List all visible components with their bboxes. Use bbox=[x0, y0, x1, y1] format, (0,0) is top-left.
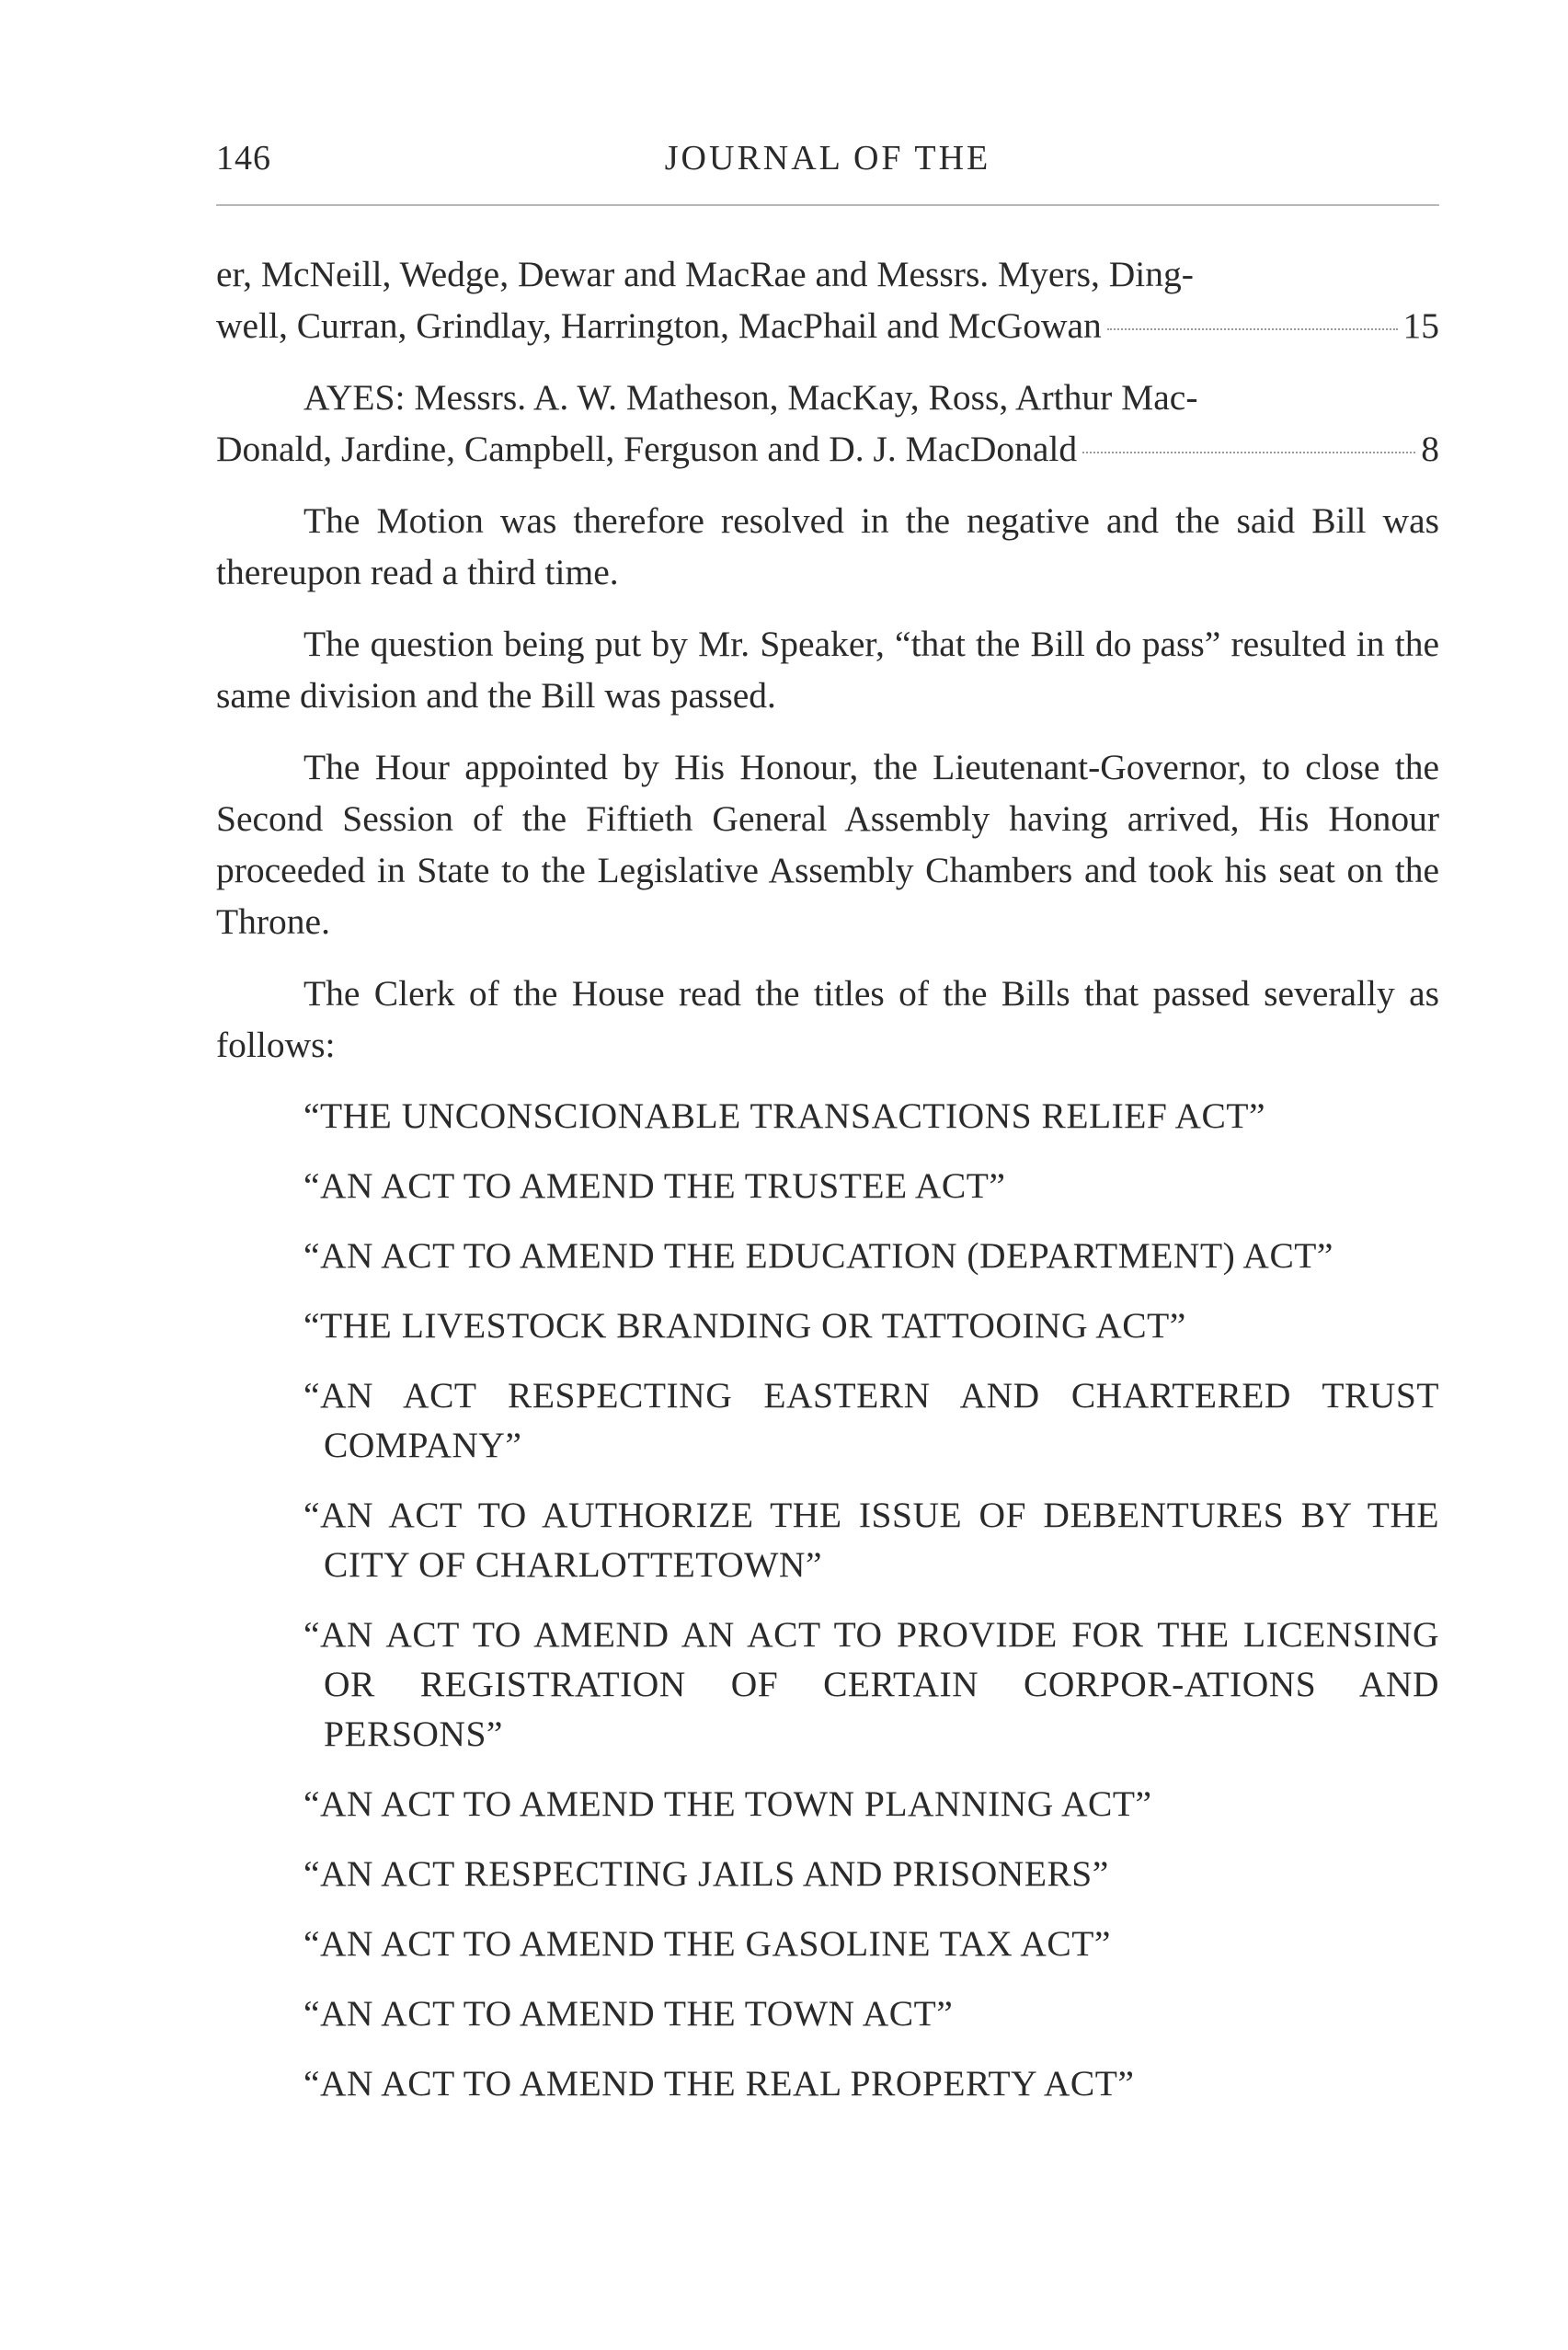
paragraph-bill-passed: The question being put by Mr. Speaker, “that the Bill do pass” resulted in the same division and the Bill was passed. bbox=[216, 624, 1439, 716]
journal-body bbox=[216, 248, 1439, 2128]
bill-title: “AN ACT TO AMEND THE TOWN PLANNING ACT” bbox=[303, 1783, 1152, 1824]
header-rule bbox=[216, 204, 1439, 206]
paragraph-lieutenant-governor: The Hour appointed by His Honour, the Lieutenant-Governor, to close the Second Session of the Fiftieth General Assembly having arrived, His Honour proceeded in State to the Legislative Assembly Chambers and took his seat on the Throne. bbox=[216, 747, 1439, 942]
ayes-count: 8 bbox=[1421, 429, 1439, 469]
ayes-names: Donald, Jardine, Campbell, Ferguson and D. J. MacDonald bbox=[216, 429, 1078, 469]
bill-title: “THE LIVESTOCK BRANDING OR TATTOOING ACT” bbox=[303, 1305, 1186, 1346]
running-title: JOURNAL OF THE bbox=[664, 139, 991, 178]
nays-line-2 bbox=[216, 300, 1439, 351]
bill-title: “AN ACT TO AMEND THE REAL PROPERTY ACT” bbox=[303, 2063, 1135, 2104]
bill-title: “AN ACT RESPECTING JAILS AND PRISONERS” bbox=[303, 1853, 1109, 1894]
ayes-vote bbox=[216, 372, 1439, 475]
page-header bbox=[216, 138, 1439, 193]
bill-title: “AN ACT TO AMEND AN ACT TO PROVIDE FOR THE LICENSING OR REGISTRATION OF CERTAIN CORPOR-ATIONS AND PERSONS” bbox=[303, 1614, 1439, 1754]
paragraph-motion-result: The Motion was therefore resolved in the negative and the said Bill was thereupon read a third time. bbox=[216, 500, 1439, 592]
nays-vote-continued bbox=[216, 248, 1439, 351]
dot-leader bbox=[1107, 328, 1398, 330]
bill-list bbox=[216, 1091, 1439, 2108]
page-number: 146 bbox=[216, 139, 271, 178]
bill-title: “AN ACT TO AUTHORIZE THE ISSUE OF DEBENTURES BY THE CITY OF CHARLOTTETOWN” bbox=[303, 1495, 1439, 1585]
ayes-line-1: AYES: Messrs. A. W. Matheson, MacKay, Ross, Arthur Mac- bbox=[303, 377, 1198, 418]
bill-title: “AN ACT TO AMEND THE TRUSTEE ACT” bbox=[303, 1165, 1006, 1206]
ayes-line-2 bbox=[216, 423, 1439, 475]
nays-names: well, Curran, Grindlay, Harrington, MacPhail and McGowan bbox=[216, 305, 1102, 346]
nays-count: 15 bbox=[1402, 305, 1439, 346]
bill-title: “AN ACT TO AMEND THE TOWN ACT” bbox=[303, 1993, 954, 2034]
bill-title: “AN ACT TO AMEND THE EDUCATION (DEPARTMENT) ACT” bbox=[303, 1235, 1333, 1276]
dot-leader bbox=[1082, 452, 1415, 453]
paragraph-clerk-titles: The Clerk of the House read the titles of the Bills that passed severally as follows: bbox=[216, 973, 1439, 1065]
bill-title: “THE UNCONSCIONABLE TRANSACTIONS RELIEF ACT” bbox=[303, 1095, 1266, 1136]
bill-title: “AN ACT TO AMEND THE GASOLINE TAX ACT” bbox=[303, 1923, 1111, 1964]
nays-line-1: er, McNeill, Wedge, Dewar and MacRae and Messrs. Myers, Ding- bbox=[216, 254, 1194, 294]
bill-title: “AN ACT RESPECTING EASTERN AND CHARTERED TRUST COMPANY” bbox=[303, 1375, 1439, 1465]
